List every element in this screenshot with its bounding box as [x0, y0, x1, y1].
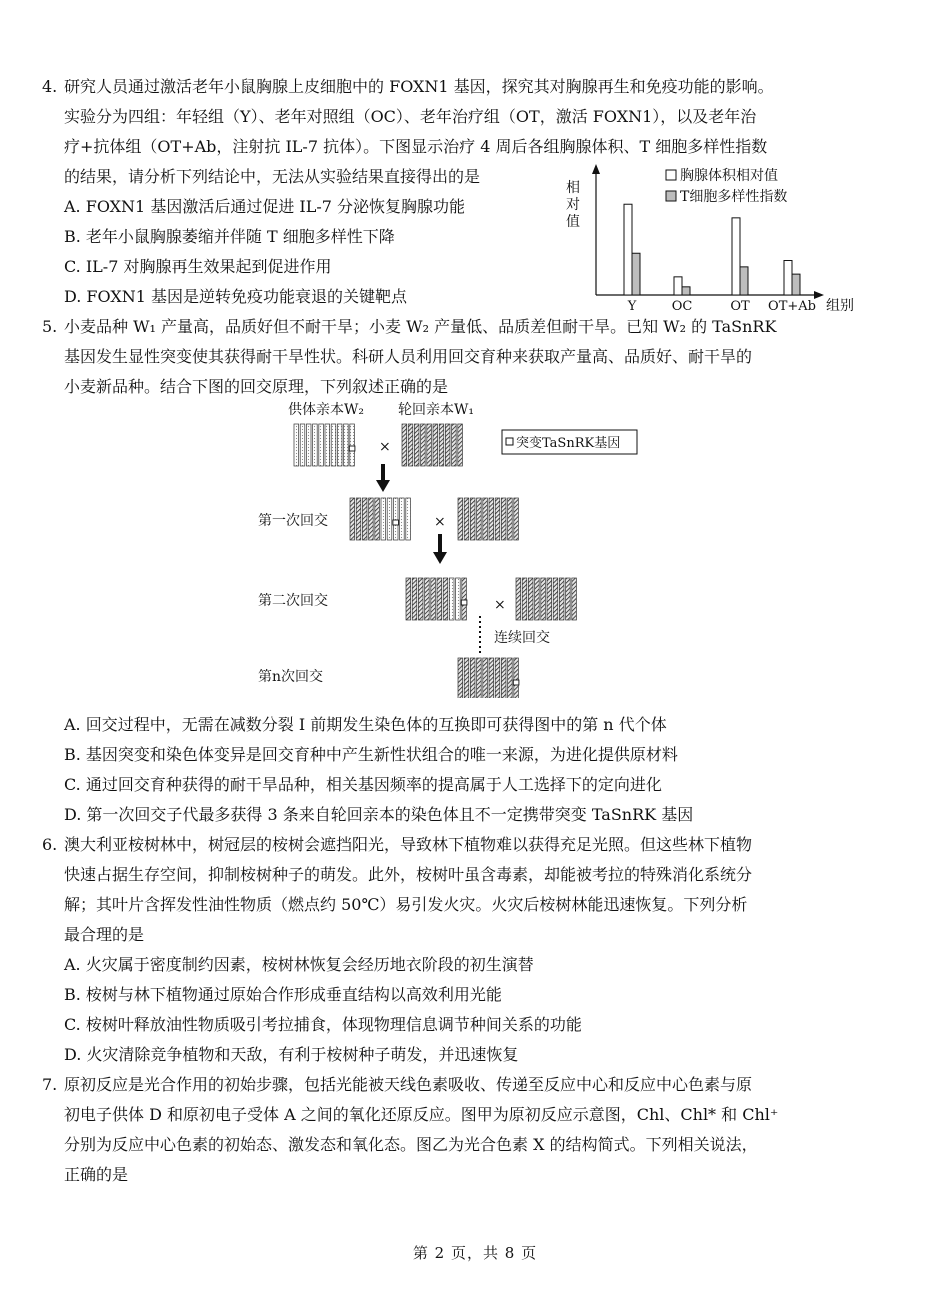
legend-swatch-2 — [666, 191, 676, 201]
chromosome — [414, 424, 419, 466]
chromosome — [412, 578, 417, 620]
chromosome — [522, 578, 527, 620]
stem-line: 小麦品种 W₁ 产量高，品质好但不耐干旱；小麦 W₂ 产量低、品质差但耐干旱。已知 W₂ 的 TaSnRK — [64, 317, 777, 336]
mutant-taSnRK-gene-marker — [513, 680, 519, 685]
bar-OT-t-cell-diversity — [740, 267, 748, 295]
chromosome — [421, 424, 426, 466]
chromosome-sets — [294, 424, 576, 698]
chromosome — [425, 578, 430, 620]
chromosome — [553, 578, 558, 620]
stem-line: 实验分为四组：年轻组（Y）、老年对照组（OC）、老年治疗组（OT，激活 FOXN1），以及老年治 — [64, 107, 757, 126]
chromosome — [400, 498, 405, 540]
donor-parent-w2 — [294, 424, 355, 466]
x-tick-OC: OC — [671, 299, 693, 314]
chromosome — [439, 424, 444, 466]
chromosome — [501, 498, 506, 540]
chromosome — [566, 578, 571, 620]
option-d: D. 第一次回交子代最多获得 3 条来自轮回亲本的染色体且不一定携带突变 TaSnRK 基因 — [64, 805, 694, 824]
chromosome — [356, 498, 361, 540]
chromosome — [350, 424, 355, 466]
chromosome — [514, 658, 519, 698]
chromosome — [516, 578, 521, 620]
option-a: A. 火灾属于密度制约因素，桉树林恢复会经历地衣阶段的初生演替 — [64, 955, 534, 974]
chromosome — [547, 578, 552, 620]
legend-swatch-1 — [666, 170, 676, 180]
x-tick-OT: OT — [730, 299, 750, 314]
chromosome — [501, 658, 506, 698]
chromosome — [369, 498, 374, 540]
chromosome — [331, 424, 336, 466]
chromosome — [375, 498, 380, 540]
chromosome — [344, 424, 349, 466]
chromosome — [306, 424, 311, 466]
stem-line: 最合理的是 — [64, 925, 145, 944]
chromosome — [449, 578, 454, 620]
chromosome — [337, 424, 342, 466]
page-footer: 第 2 页，共 8 页 — [412, 1244, 538, 1262]
option-a: A. FOXN1 基因激活后通过促进 IL-7 分泌恢复胸腺功能 — [64, 197, 466, 216]
chromosome — [433, 424, 438, 466]
bars — [624, 204, 800, 295]
bar-OT+Ab-t-cell-diversity — [792, 274, 800, 295]
question-number: 4. — [42, 77, 58, 96]
chromosome — [393, 498, 398, 540]
row-label-n: 第n次回交 — [258, 669, 324, 685]
question-number: 7. — [42, 1075, 58, 1094]
stem-line: 原初反应是光合作用的初始步骤，包括光能被天线色素吸收、传递至反应中心和反应中心色素与原 — [64, 1075, 753, 1094]
first-backcross-offspring — [350, 498, 410, 540]
chromosome — [406, 498, 411, 540]
bar-Y-thymus-volume — [624, 204, 632, 295]
chromosome — [458, 498, 463, 540]
x-tick-OT+Ab: OT+Ab — [768, 299, 816, 314]
legend-label-1: 胸腺体积相对值 — [680, 168, 778, 184]
chromosome — [443, 578, 448, 620]
chromosome — [483, 498, 488, 540]
question-6 — [42, 830, 910, 1070]
cross-symbol-3: × — [494, 597, 506, 613]
row-label-1: 第一次回交 — [258, 513, 328, 529]
stem-line: 小麦新品种。结合下图的回交原理，下列叙述正确的是 — [64, 377, 449, 396]
nth-backcross-offspring — [458, 658, 519, 698]
second-backcross-offspring — [406, 578, 467, 620]
mutant-taSnRK-gene-marker — [349, 446, 355, 451]
chromosome — [508, 498, 513, 540]
question-number: 5. — [42, 317, 58, 336]
question-5-options — [42, 710, 910, 830]
mutant-taSnRK-gene-marker — [461, 600, 467, 605]
chromosome — [452, 424, 457, 466]
chromosome — [456, 578, 461, 620]
cross-symbol-1: × — [379, 439, 391, 455]
stem-line: 疗+抗体组（OT+Ab，注射抗 IL-7 抗体）。下图显示治疗 4 周后各组胸腺体积、T 细胞多样性指数 — [64, 137, 768, 156]
y-axis-label: 相对值 — [566, 180, 580, 230]
cross-symbol-2: × — [434, 514, 446, 530]
stem-line: 研究人员通过激活老年小鼠胸腺上皮细胞中的 FOXN1 基因，探究其对胸腺再生和免疫功能的影响。 — [64, 77, 774, 96]
chromosome — [437, 578, 442, 620]
chromosome — [535, 578, 540, 620]
chromosome — [325, 424, 330, 466]
chromosome — [572, 578, 577, 620]
stem-line: 解；其叶片含挥发性油性物质（燃点约 50℃）易引发火灾。火灾后桉树林能迅速恢复。下列分析 — [64, 895, 748, 914]
question-number: 6. — [42, 835, 58, 854]
chromosome — [350, 498, 355, 540]
chromosome — [514, 498, 519, 540]
chromosome — [470, 658, 475, 698]
bar-OC-t-cell-diversity — [682, 287, 690, 295]
legend — [666, 167, 787, 205]
option-b: B. 桉树与林下植物通过原始合作形成垂直结构以高效利用光能 — [64, 985, 502, 1004]
legend-box — [502, 430, 637, 454]
chromosome — [495, 658, 500, 698]
option-b: B. 基因突变和染色体变异是回交育种中产生新性状组合的唯一来源，为进化提供原材料 — [64, 745, 678, 764]
chromosome — [528, 578, 533, 620]
stem-line: 的结果，请分析下列结论中，无法从实验结果直接得出的是 — [64, 167, 481, 186]
x-axis-arrow — [814, 291, 824, 299]
stem-line: 正确的是 — [64, 1165, 129, 1184]
chromosome — [483, 658, 488, 698]
chromosome — [294, 424, 299, 466]
chromosome — [445, 424, 450, 466]
option-c: C. IL-7 对胸腺再生效果起到促进作用 — [64, 257, 332, 276]
legend-label-2: T细胞多样性指数 — [680, 189, 788, 205]
option-d: D. 火灾清除竞争植物和天敌，有利于桉树种子萌发，并迅速恢复 — [64, 1045, 519, 1064]
question-5 — [42, 312, 910, 402]
chromosome — [541, 578, 546, 620]
recurrent-label: 轮回亲本W₁ — [398, 402, 475, 418]
stem-line: 初电子供体 D 和原初电子受体 A 之间的氧化还原反应。图甲为原初反应示意图，Chl、Chl* 和 Chl⁺ — [64, 1105, 779, 1124]
option-d: D. FOXN1 基因是逆转免疫功能衰退的关键靶点 — [64, 287, 408, 306]
stem-line: 基因发生显性突变使其获得耐干旱性状。科研人员利用回交育种来获取产量高、品质好、耐干旱的 — [64, 347, 753, 366]
chromosome — [381, 498, 386, 540]
chromosome — [418, 578, 423, 620]
chromosome — [508, 658, 513, 698]
chromosome — [408, 424, 413, 466]
chromosome — [427, 424, 432, 466]
option-c: C. 通过回交育种获得的耐干旱品种，相关基因频率的提高属于人工选择下的定向进化 — [64, 775, 662, 794]
chromosome — [406, 578, 411, 620]
chromosome — [387, 498, 392, 540]
backcross-diagram — [250, 398, 650, 698]
stem-line: 快速占据生存空间，抑制桉树种子的萌发。此外，桉树叶虽含毒素，却能被考拉的特殊消化系统分 — [64, 865, 753, 884]
chromosome — [495, 498, 500, 540]
bar-chart — [556, 160, 860, 316]
chromosome — [464, 498, 469, 540]
down-arrow-1 — [376, 464, 390, 492]
chromosome — [313, 424, 318, 466]
chromosome — [319, 424, 324, 466]
recurrent-parent-2 — [516, 578, 576, 620]
legend-label: 突变TaSnRK基因 — [516, 436, 621, 451]
chromosome — [431, 578, 436, 620]
option-b: B. 老年小鼠胸腺萎缩并伴随 T 细胞多样性下降 — [64, 227, 395, 246]
chromosome — [458, 658, 463, 698]
chromosome — [464, 658, 469, 698]
chromosome — [470, 498, 475, 540]
chromosome — [402, 424, 407, 466]
question-7 — [42, 1070, 910, 1190]
chromosome — [489, 498, 494, 540]
chromosome — [559, 578, 564, 620]
bar-OT-thymus-volume — [732, 218, 740, 295]
option-a: A. 回交过程中，无需在减数分裂 I 前期发生染色体的互换即可获得图中的第 n 代个体 — [64, 715, 667, 734]
recurrent-parent-w1 — [402, 424, 462, 466]
chromosome — [477, 658, 482, 698]
x-axis-label: 组别 — [826, 298, 854, 314]
mutant-gene-marker — [506, 438, 513, 445]
bar-OC-thymus-volume — [674, 277, 682, 295]
stem-line: 澳大利亚桉树林中，树冠层的桉树会遮挡阳光，导致林下植物难以获得充足光照。但这些林下植物 — [64, 835, 753, 854]
donor-label: 供体亲本W₂ — [288, 402, 365, 418]
down-arrow-2 — [433, 534, 447, 564]
chromosome — [462, 578, 467, 620]
mutant-taSnRK-gene-marker — [393, 520, 399, 525]
continuous-label: 连续回交 — [494, 630, 550, 646]
stem-line: 分别为反应中心色素的初始态、激发态和氧化态。图乙为光合色素 X 的结构简式。下列相关说法， — [64, 1135, 758, 1154]
chromosome — [362, 498, 367, 540]
chromosome — [477, 498, 482, 540]
y-axis-arrow — [592, 164, 600, 174]
chromosome — [300, 424, 305, 466]
recurrent-parent-1 — [458, 498, 518, 540]
row-label-2: 第二次回交 — [258, 593, 328, 609]
option-c: C. 桉树叶释放油性物质吸引考拉捕食，体现物理信息调节种间关系的功能 — [64, 1015, 582, 1034]
bar-OT+Ab-thymus-volume — [784, 261, 792, 295]
x-tick-Y: Y — [627, 299, 637, 314]
bar-Y-t-cell-diversity — [632, 253, 640, 295]
chromosome — [458, 424, 463, 466]
chromosome — [489, 658, 494, 698]
